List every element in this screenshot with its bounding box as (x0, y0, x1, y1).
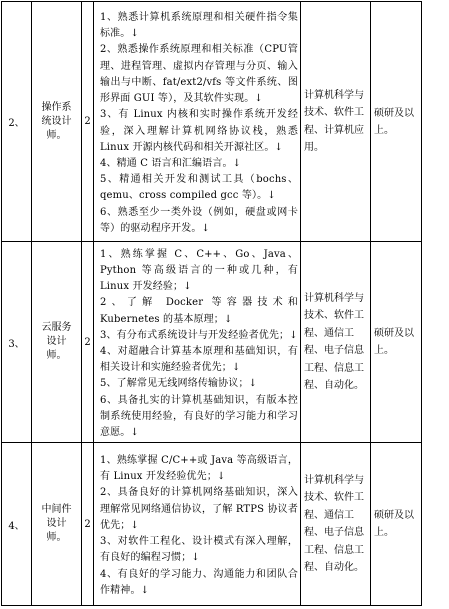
requirement-item: 1、熟练掌握 C、C++、Go、Java、Python 等高级语言的一种或几种，有 Linux 开发经验；↓ (100, 248, 298, 293)
requirement-item: 2、具备良好的计算机网络基础知识，深入理解常见网络通信协议，了解 RTPS 协议者优先；↓ (100, 487, 298, 531)
requirements-cell (94, 443, 301, 606)
position-name: 中间件设计师。 (41, 504, 72, 543)
requirement-item: 3、有分布式系统设计与开发经验者优先；↓ (100, 329, 298, 341)
headcount: 2 (82, 443, 94, 606)
headcount: 2 (82, 242, 94, 443)
requirement-item: 4、有良好的学习能力、沟通能力和团队合作精神。↓ (100, 568, 298, 596)
table-row (2, 2, 422, 242)
education-cell: 硕研及以上。 (371, 2, 422, 242)
requirement-item: 6、熟悉至少一类外设（例如，硬盘或网卡等）的驱动程序开发。↓ (100, 206, 298, 234)
headcount: 2 (82, 2, 94, 242)
position-name: 云服务设计师。 (41, 322, 72, 361)
major-cell: 计算机科学与技术、软件工程、通信工程、电子信息工程、信息工程、自动化。 (301, 242, 371, 443)
requirement-item: 3、对软件工程化、设计模式有深入理解，有良好的编程习惯；↓ (100, 536, 298, 564)
table-row (2, 242, 422, 443)
row-number: 4、 (2, 443, 32, 606)
row-number: 3、 (2, 242, 32, 443)
requirement-item: 6、具备扎实的计算机基础知识，有版本控制系统使用经验，有良好的学习能力和学习意愿。↓ (100, 394, 298, 439)
requirement-item: 2、了解 Docker 等容器技术和 Kubernetes 的基本原理；↓ (100, 297, 298, 325)
position-cell (32, 2, 82, 242)
requirements-cell (94, 2, 301, 242)
education-cell: 硕研及以上。 (371, 443, 422, 606)
education-cell: 硕研及以上。 (371, 242, 422, 443)
requirement-item: 1、熟练掌握 C/C++或 Java 等高级语言，有 Linux 开发经验优先；↓ (100, 455, 298, 483)
position-name: 操作系统设计师。 (41, 101, 72, 141)
requirements-list (94, 449, 300, 599)
requirement-item: 4、精通 C 语言和汇编语言。↓ (100, 157, 242, 169)
requirement-item: 5、了解常见无线网络传输协议；↓ (100, 378, 258, 390)
major-cell: 计算机科学与技术、软件工程、通信工程、电子信息工程、信息工程、自动化。 (301, 443, 371, 606)
major-cell: 计算机科学与技术、软件工程、计算机应用。 (301, 2, 371, 242)
requirement-item: 4、对超融合计算基本原理和基础知识，有相关设计和实施经验者优先；↓ (100, 346, 298, 374)
position-cell (32, 242, 82, 443)
requirement-item: 5、精通相关开发和测试工具（bochs、qemu、cross compiled gcc 等）。↓ (100, 174, 298, 202)
job-requirements-table (1, 1, 422, 606)
requirement-item: 3、有 Linux 内核和实时操作系统开发经验，深入理解计算机网络协议栈，熟悉 Linux 开源内核代码和相关开源社区。↓ (100, 109, 298, 153)
requirements-cell (94, 242, 301, 443)
requirement-item: 2、熟悉操作系统原理和相关标准（CPU管理、进程管理、虚拟内存管理与分页、输入输出与中断、fat/ext2/vfs 等文件系统、图形界面 GUI 等），及其软件实现。↓ (100, 44, 298, 105)
row-number: 2、 (2, 2, 32, 242)
requirements-list (94, 6, 300, 237)
requirements-list (94, 243, 300, 441)
position-cell (32, 443, 82, 606)
requirement-item: 1、熟悉计算机系统原理和相关硬件指令集标准。↓ (100, 12, 298, 40)
table-row (2, 443, 422, 606)
